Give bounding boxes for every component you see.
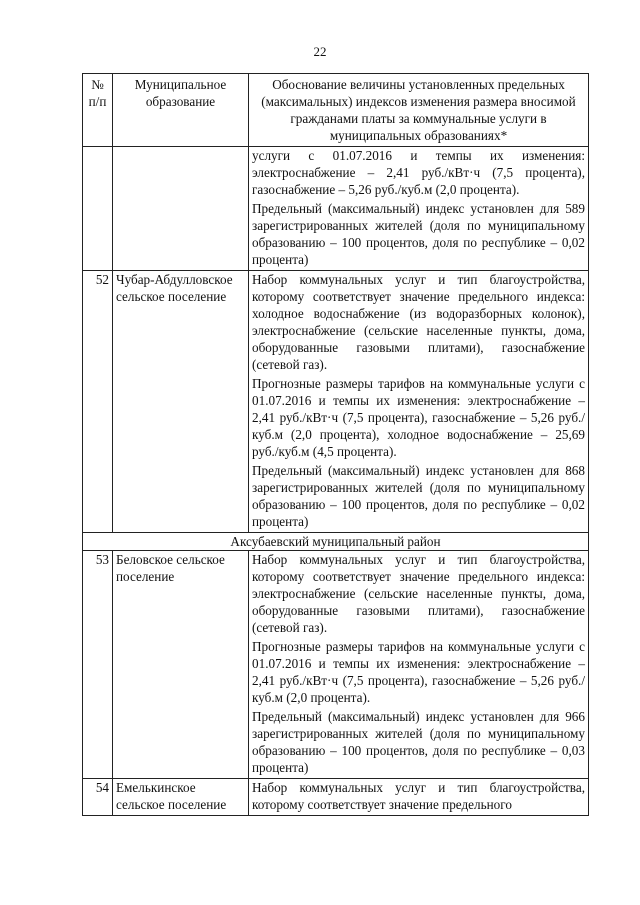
cell-municipality: Емелькинское сельское поселение [113,779,249,816]
paragraph: Предельный (максимальный) индекс установлен для 868 зарегистрированных жителей (доля по муниципальному образованию – 100 процентов, доля по республике – 0,02 процента) [252,463,585,529]
header-municipality: Муниципальное образование [113,74,249,147]
paragraph: Набор коммунальных услуг и тип благоустройства, которому соответствует значение предельного индекса: электроснабжение (сельские населенные пункты, дома, оборудованные газовыми плитами), газоснабжение (сетевой газ). [252,552,585,635]
cell-justification [249,779,589,816]
paragraph: Набор коммунальных услуг и тип благоустройства, которому соответствует значение предельного индекса: холодное водоснабжение (из водоразборных колонок), электроснабжение (сельские населенные пункты, дома, оборудованные газовыми плитами), газоснабжение (сетевой газ). [252,272,585,372]
cell-municipality [113,147,249,271]
cell-municipality: Беловское сельское поселение [113,551,249,779]
district-name: Аксубаевский муниципальный район [83,533,589,551]
paragraph: услуги с 01.07.2016 и темпы их изменения: электроснабжение – 2,41 руб./кВт·ч (7,5 процента), газоснабжение – 5,26 руб./куб.м (2,0 процента). [252,148,585,197]
cell-justification [249,147,589,271]
table-row-continuation [83,147,589,271]
paragraph: Предельный (максимальный) индекс установлен для 966 зарегистрированных жителей (доля по муниципальному образованию – 100 процентов, доля по республике – 0,03 процента) [252,709,585,775]
paragraph: Прогнозные размеры тарифов на коммунальные услуги с 01.07.2016 и темпы их изменения: электроснабжение – 2,41 руб./кВт·ч (7,5 процента), газоснабжение – 5,26 руб./куб.м (2,0 процента). [252,639,585,705]
table-row [83,271,589,533]
page-number: 22 [313,44,327,59]
table-header-row [83,74,589,147]
cell-num: 52 [83,271,113,533]
tariff-index-table [82,73,589,816]
header-num: № п/п [83,74,113,147]
paragraph: Предельный (максимальный) индекс установлен для 589 зарегистрированных жителей (доля по муниципальному образованию – 100 процентов, доля по республике – 0,02 процента) [252,201,585,267]
cell-num: 54 [83,779,113,816]
cell-justification [249,551,589,779]
cell-justification [249,271,589,533]
district-row [83,533,589,551]
table-row [83,779,589,816]
table-row [83,551,589,779]
cell-num [83,147,113,271]
paragraph: Прогнозные размеры тарифов на коммунальные услуги с 01.07.2016 и темпы их изменения: электроснабжение – 2,41 руб./кВт·ч (7,5 процента), газоснабжение – 5,26 руб./куб.м (2,0 процента), холодное водоснабжение – 25,69 руб./куб.м (4,5 процента). [252,376,585,459]
paragraph: Набор коммунальных услуг и тип благоустройства, которому соответствует значение предельного [252,780,585,812]
header-justification: Обоснование величины установленных предельных (максимальных) индексов изменения размера вносимой гражданами платы за коммунальные услуги в муниципальных образованиях* [249,74,589,147]
cell-municipality: Чубар-Абдулловское сельское поселение [113,271,249,533]
cell-num: 53 [83,551,113,779]
